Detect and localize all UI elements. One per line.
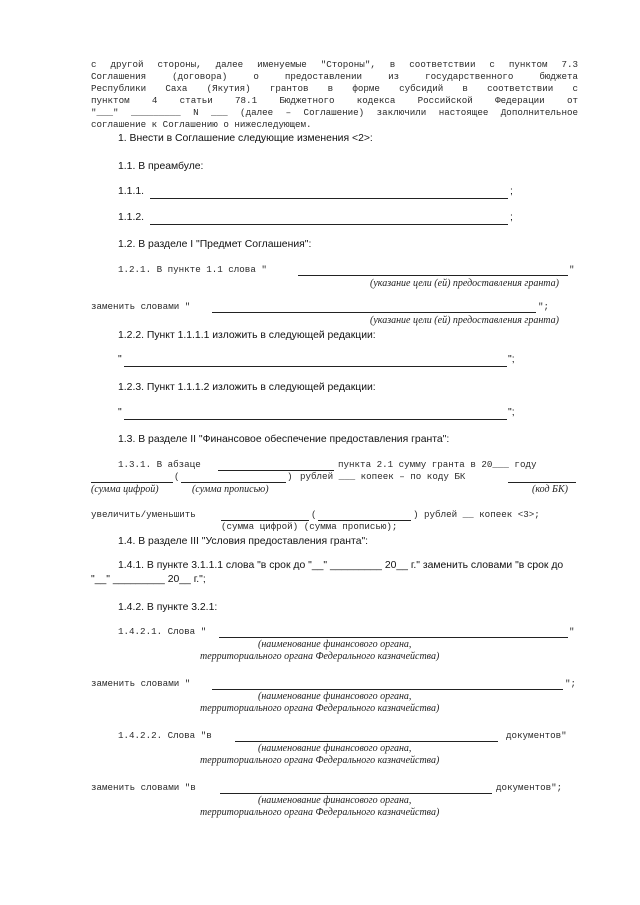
item-1-2-1-text: 1.2.1. В пункте 1.1 слова " (118, 264, 267, 275)
item-1-1-2-label: 1.1.2. (118, 212, 144, 223)
item-1-2-3-end: "; (508, 407, 515, 418)
kbk-blank[interactable] (508, 482, 576, 483)
section-1-3-heading: 1.3. В разделе II "Финансовое обеспечение предоставления гранта": (118, 434, 450, 445)
section-1-2-heading: 1.2. В разделе I "Предмет Соглашения": (118, 239, 312, 250)
item-1-1-1-end: ; (510, 186, 513, 197)
item-1-2-3-open-quote: " (118, 407, 122, 418)
intro-line: Соглашения (договора) о предоставлении из государственного бюджета (91, 71, 578, 82)
item-1-4-2-1-quote: " (569, 626, 575, 637)
fin-organ-note: (наименование финансового органа, (258, 795, 412, 806)
item-1-2-2-open-quote: " (118, 354, 122, 365)
paren-open: ( (174, 471, 180, 482)
fin-organ-note: (наименование финансового органа, (258, 743, 412, 754)
item-1-1-1-label: 1.1.1. (118, 186, 144, 197)
replace-words-blank[interactable] (212, 312, 536, 313)
item-1-4-2-heading: 1.4.2. В пункте 3.2.1: (118, 602, 218, 613)
fin-organ-note: (наименование финансового органа, (258, 691, 412, 702)
fin-organ-note: территориального органа Федерального казначейства) (200, 703, 440, 714)
fin-organ-note: (наименование финансового органа, (258, 639, 412, 650)
replace-words-v-text: заменить словами "в (91, 782, 196, 793)
replace-words-end: "; (538, 301, 550, 312)
item-1-2-3-blank[interactable] (124, 419, 507, 420)
increase-decrease-text: увеличить/уменьшить (91, 509, 196, 520)
section-1-1-heading: 1.1. В преамбуле: (118, 161, 204, 172)
replace-fin-organ-end: "; (565, 678, 577, 689)
item-1-2-2-text: 1.2.2. Пункт 1.1.1.1 изложить в следующей редакции: (118, 330, 376, 341)
fin-organ-note: территориального органа Федерального казначейства) (200, 651, 440, 662)
fin-organ-note: территориального органа Федерального казначейства) (200, 807, 440, 818)
sum-words-blank[interactable] (181, 482, 286, 483)
item-1-2-2-blank[interactable] (124, 366, 507, 367)
goal-note: (указание цели (ей) предоставления гранта) (370, 278, 559, 289)
item-1-4-2-1-blank[interactable] (219, 637, 568, 638)
paren-open: ( (311, 509, 317, 520)
intro-line: соглашение к Соглашению о нижеследующем. (91, 119, 312, 130)
fin-organ-note: территориального органа Федерального казначейства) (200, 755, 440, 766)
item-1-1-1-blank[interactable] (150, 198, 508, 199)
item-1-2-2-end: "; (508, 354, 515, 365)
item-1-3-1-text-c: рублей ___ копеек – по коду БК (300, 471, 466, 482)
section-1-4-heading: 1.4. В разделе III "Условия предоставления гранта": (118, 536, 369, 547)
sum-digits-note: (сумма цифрой) (91, 484, 159, 495)
item-1-4-1-line1: 1.4.1. В пункте 3.1.1.1 слова "в срок до "__" _________ 20__ г." заменить словами "в срок до (118, 560, 564, 571)
goal-note: (указание цели (ей) предоставления гранта) (370, 315, 559, 326)
item-1-4-2-1-text: 1.4.2.1. Слова " (118, 626, 207, 637)
sum-pair-note: (сумма цифрой) (сумма прописью); (221, 521, 398, 532)
intro-line: с другой стороны, далее именуемые "Стороны", в соответствии с пунктом 7.3 (91, 59, 578, 70)
kbk-note: (код БК) (532, 484, 568, 495)
item-1-2-1-blank[interactable] (298, 275, 568, 276)
replace-fin-organ-blank[interactable] (212, 689, 563, 690)
intro-line: "___" _________ N ___ (далее – Соглашение) заключили настоящее Дополнительное (91, 107, 578, 118)
replace-words-text: заменить словами " (91, 301, 191, 312)
intro-line: пунктом 4 статьи 78.1 Бюджетного кодекса Российской Федерации от (91, 95, 578, 106)
replace-documents-blank[interactable] (220, 793, 492, 794)
item-1-4-1-line2: "__" _________ 20__ г."; (91, 574, 206, 585)
item-1-2-1-quote: " (569, 264, 575, 275)
sum-words-note: (сумма прописью) (192, 484, 269, 495)
item-1-2-3-text: 1.2.3. Пункт 1.1.1.2 изложить в следующей редакции: (118, 382, 376, 393)
section-1-heading: 1. Внести в Соглашение следующие изменения <2>: (118, 133, 373, 144)
documents-semi-text: документов"; (496, 782, 563, 793)
kopeck-text: ) рублей __ копеек <3>; (413, 509, 540, 520)
replace-words-text: заменить словами " (91, 678, 191, 689)
item-1-4-2-2-blank[interactable] (235, 741, 498, 742)
intro-line: Республики Саха (Якутия) грантов в форме субсидий в соответствии с (91, 83, 578, 94)
sum-digits-blank[interactable] (91, 482, 173, 483)
documents-text: документов" (506, 730, 567, 741)
item-1-1-2-end: ; (510, 212, 513, 223)
item-1-4-2-2-text: 1.4.2.2. Слова "в (118, 730, 212, 741)
paren-close: ) (287, 471, 293, 482)
item-1-3-1-text-a: 1.3.1. В абзаце (118, 459, 201, 470)
item-1-1-2-blank[interactable] (150, 224, 508, 225)
item-1-3-1-text-b: пункта 2.1 сумму гранта в 20___ году (338, 459, 537, 470)
